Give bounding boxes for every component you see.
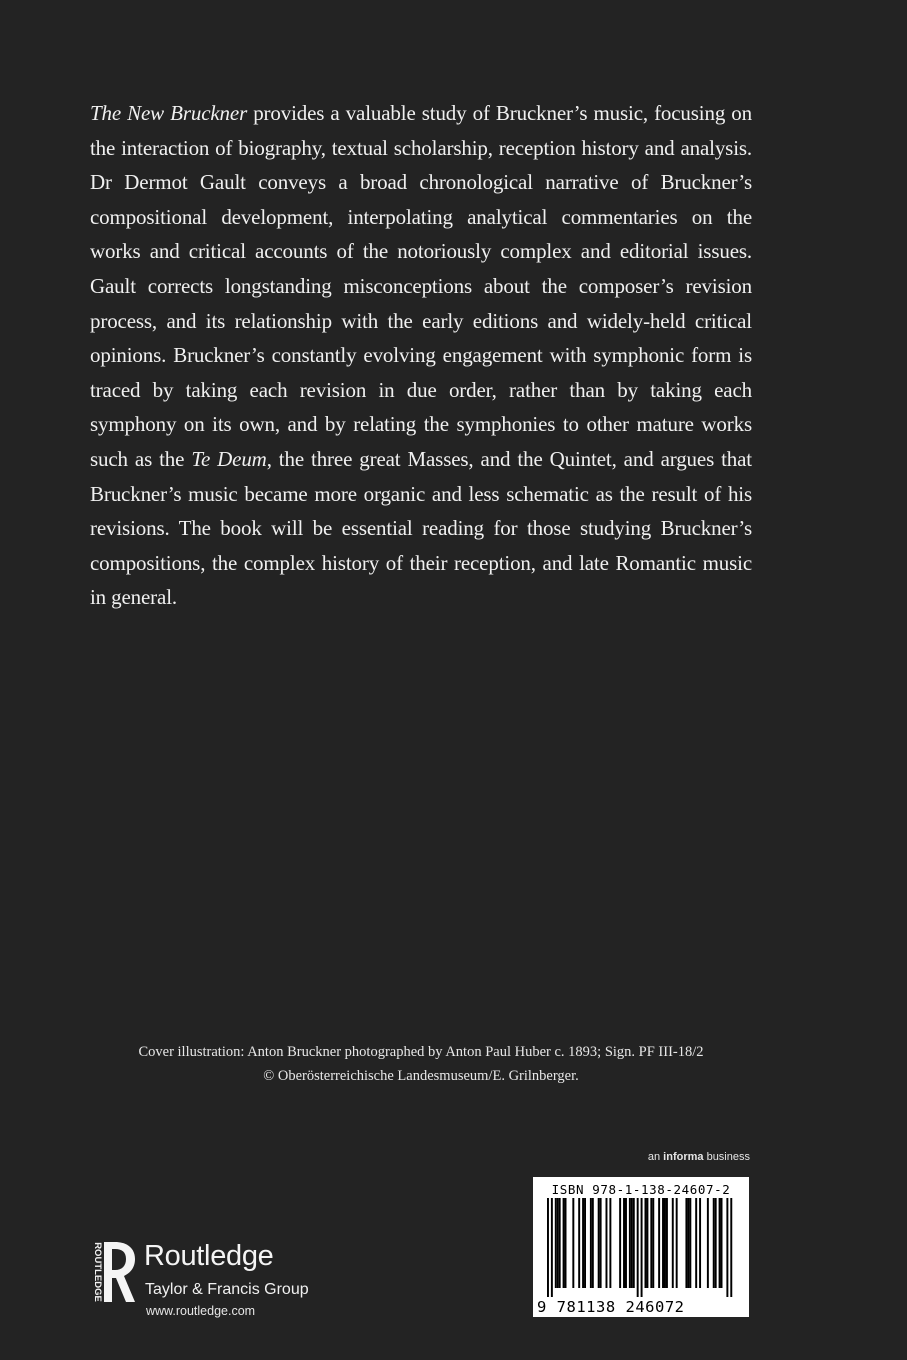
barcode-bar — [646, 1198, 648, 1288]
barcode-bar — [687, 1198, 689, 1288]
barcode-bar — [645, 1198, 647, 1288]
barcode-bars — [541, 1198, 741, 1297]
barcode-bar — [598, 1198, 600, 1288]
barcode-bar — [557, 1198, 559, 1288]
barcode-bar — [689, 1198, 691, 1288]
barcode-bar — [609, 1198, 611, 1288]
barcode-bar — [726, 1198, 728, 1297]
barcode-bar — [664, 1198, 666, 1288]
credit-line-1: Cover illustration: Anton Bruckner photographed by Anton Paul Huber c. 1893; Sign. PF III-18/2 — [138, 1044, 704, 1060]
barcode-digits: 9 781138 246072 — [537, 1298, 685, 1316]
informa-brand: informa — [663, 1151, 704, 1163]
barcode-bar — [623, 1198, 625, 1288]
isbn-label: ISBN 978-1-138-24607-2 — [551, 1182, 731, 1197]
barcode-bar — [555, 1198, 557, 1288]
barcode-bar — [625, 1198, 627, 1288]
isbn-barcode — [533, 1177, 749, 1317]
barcode-bar — [662, 1198, 664, 1288]
barcode-bar — [559, 1198, 561, 1288]
barcode-bar — [606, 1198, 608, 1288]
blurb-text-part1: provides a valuable study of Bruckner’s music, focusing on the interaction of biography, textual scholarship, reception history and analysis. Dr Dermot Gault conveys a broad chronological narrative of Bruckner’s compositional development, interpolating analytical commentaries on the works and critical accounts of the notoriously complex and editorial issues. Gault corrects longstanding misconceptions about the composer’s revision process, and its relationship with the early editions and widely-held critical opinions. Bruckner’s constantly evolving engagement with symphonic form is traced by taking each revision in due order, rather than by taking each symphony on its own, and by relating the symphonies to other mature works such as the — [90, 101, 752, 471]
barcode-bar — [650, 1198, 652, 1288]
barcode-bar — [637, 1198, 639, 1297]
barcode-bar — [730, 1198, 732, 1297]
barcode-bar — [707, 1198, 709, 1288]
credit-line-2: © Oberösterreichische Landesmuseum/E. Grilnberger. — [263, 1068, 579, 1084]
barcode-bar — [676, 1198, 678, 1288]
informa-business-tag — [648, 1151, 750, 1163]
publisher-group: Taylor & Francis Group — [145, 1281, 309, 1298]
publisher-url[interactable]: www.routledge.com — [146, 1304, 256, 1318]
informa-prefix: an — [647, 1151, 664, 1163]
informa-suffix: business — [703, 1151, 750, 1163]
barcode-bar — [619, 1198, 621, 1288]
barcode-bar — [713, 1198, 715, 1288]
barcode-bar — [582, 1198, 584, 1288]
cover-illustration-credit — [90, 1040, 752, 1088]
barcode-bar — [666, 1198, 668, 1288]
barcode-bar — [652, 1198, 654, 1288]
barcode-bar — [641, 1198, 643, 1297]
barcode-bar — [565, 1198, 567, 1288]
barcode-bar — [699, 1198, 701, 1288]
te-deum-italic: Te Deum — [191, 446, 267, 471]
barcode-bar — [578, 1198, 580, 1288]
barcode-bar — [631, 1198, 633, 1288]
barcode-bar — [633, 1198, 635, 1288]
barcode-bar — [592, 1198, 594, 1288]
barcode-bar — [715, 1198, 717, 1288]
barcode-bar — [629, 1198, 631, 1288]
barcode-bar — [547, 1198, 549, 1297]
routledge-r-mark-icon — [88, 1238, 140, 1306]
book-title-italic: The New Bruckner — [90, 101, 248, 125]
barcode-bar — [719, 1198, 721, 1288]
barcode-bar — [672, 1198, 674, 1288]
barcode-bar — [600, 1198, 602, 1288]
barcode-bar — [685, 1198, 687, 1288]
routledge-vertical-mark: ROUTLEDGE — [92, 1242, 103, 1302]
barcode-bar — [563, 1198, 565, 1288]
barcode-bar — [658, 1198, 660, 1288]
barcode-bar — [695, 1198, 697, 1288]
publisher-name: Routledge — [144, 1240, 274, 1272]
barcode-bar — [590, 1198, 592, 1288]
blurb-text-part2: , the three great Masses, and the Quintet, and argues that Bruckner’s music became more organic and less schematic as the result of his revisions. The book will be essential reading for those studying Bruckner’s compositions, the complex history of their reception, and late Romantic music in general. — [90, 446, 752, 610]
barcode-bar — [721, 1198, 723, 1288]
barcode-bar — [551, 1198, 553, 1297]
barcode-bar — [584, 1198, 586, 1288]
back-cover-blurb — [90, 96, 752, 615]
barcode-bar — [572, 1198, 574, 1288]
routledge-logo — [88, 1238, 348, 1318]
